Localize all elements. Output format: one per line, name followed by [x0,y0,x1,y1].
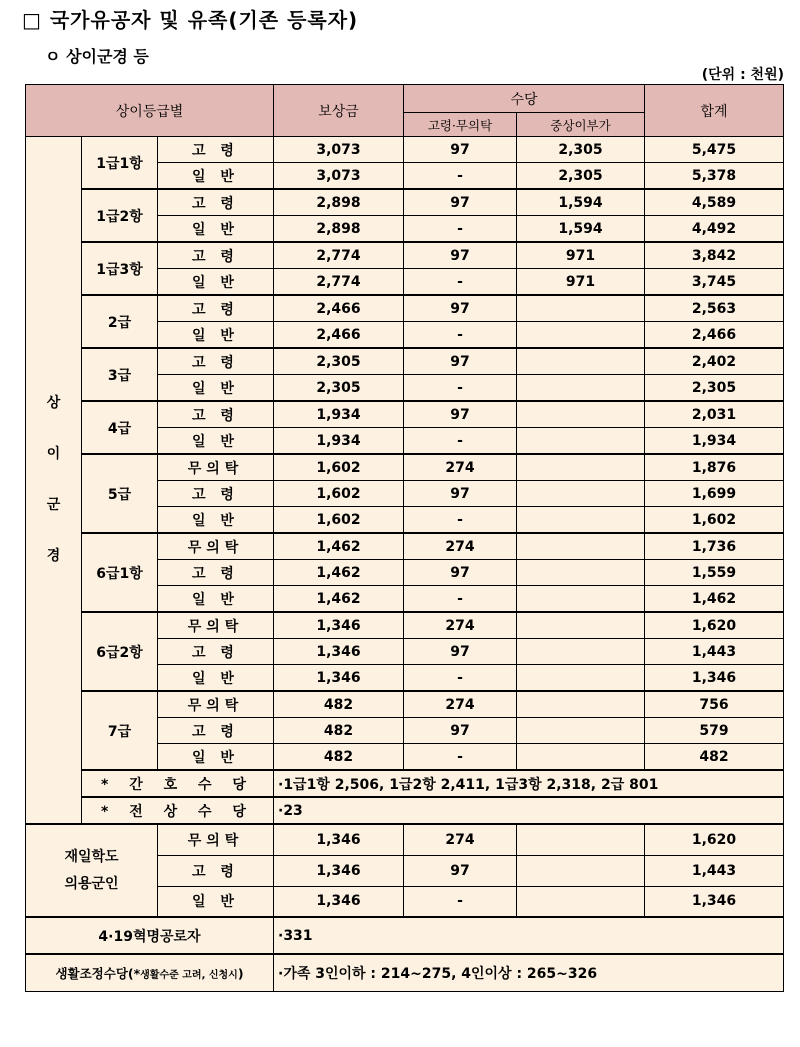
grade-label: 4급 [82,401,158,454]
living-label-main: 생활조정수당(* [55,965,141,981]
allowance-age-value: - [404,322,517,349]
row-type: 일 반 [158,665,274,692]
total-value: 3,745 [645,269,784,296]
allowance-severe-value [517,428,645,455]
row-type: 무의탁 [158,454,274,481]
allowance-severe-value [517,481,645,507]
allowance-age-value: 274 [404,691,517,718]
total-value: 5,475 [645,137,784,163]
nursing-allowance-value: ·1급1항 2,506, 1급2항 2,411, 1급3항 2,318, 2급 801 [274,770,784,797]
compensation-value: 482 [274,744,404,771]
compensation-value: 1,462 [274,533,404,560]
injury-allowance-label: * 전 상 수 당 [82,797,274,824]
grade-label: 5급 [82,454,158,533]
total-value: 1,346 [645,886,784,917]
row-type: 무의탁 [158,612,274,639]
row-type: 무의탁 [158,824,274,855]
compensation-value: 2,305 [274,375,404,402]
allowance-age-value: 274 [404,612,517,639]
table-row [26,954,784,991]
table-row [26,401,784,428]
nursing-allowance-label: * 간 호 수 당 [82,770,274,797]
compensation-table [25,84,784,992]
compensation-value: 1,346 [274,824,404,855]
allowance-severe-value [517,295,645,322]
grade-label: 1급1항 [82,137,158,190]
grade-label: 1급2항 [82,189,158,242]
table-row [26,533,784,560]
total-value: 579 [645,718,784,744]
total-value: 4,492 [645,216,784,243]
row-type: 일 반 [158,163,274,190]
row-type: 일 반 [158,507,274,534]
allowance-age-value: - [404,665,517,692]
allowance-age-value: 274 [404,533,517,560]
compensation-value: 2,305 [274,348,404,375]
compensation-value: 1,462 [274,586,404,613]
allowance-severe-value [517,824,645,855]
april19-label: 4·19혁명공로자 [26,917,274,954]
total-value: 2,466 [645,322,784,349]
total-value: 2,031 [645,401,784,428]
total-value: 1,876 [645,454,784,481]
allowance-severe-value [517,533,645,560]
total-value: 482 [645,744,784,771]
total-value: 1,346 [645,665,784,692]
table-row [26,917,784,954]
allowance-age-value: - [404,163,517,190]
grade-label: 2급 [82,295,158,348]
grade-label: 7급 [82,691,158,770]
compensation-value: 1,462 [274,560,404,586]
allowance-age-value: - [404,428,517,455]
allowance-age-value: 97 [404,189,517,216]
allowance-age-value: 97 [404,560,517,586]
allowance-severe-value [517,560,645,586]
group-label-char: 경 [46,547,61,564]
group-label-char: 이 [46,446,61,463]
injury-allowance-value: ·23 [274,797,784,824]
row-type: 일 반 [158,269,274,296]
compensation-value: 2,774 [274,269,404,296]
header-allowance-severe: 중상이부가 [517,113,645,137]
allowance-age-value: 97 [404,348,517,375]
allowance-age-value: - [404,507,517,534]
allowance-severe-value [517,855,645,886]
allowance-severe-value [517,718,645,744]
total-value: 2,305 [645,375,784,402]
table-row [26,137,784,163]
row-type: 일 반 [158,375,274,402]
header-grade: 상이등급별 [26,85,274,137]
compensation-value: 2,466 [274,322,404,349]
row-type: 고 령 [158,639,274,665]
table-row [26,348,784,375]
table-row [26,770,784,797]
student-volunteer-label [26,824,158,917]
header-total: 합계 [645,85,784,137]
allowance-age-value: 274 [404,454,517,481]
allowance-age-value: 97 [404,639,517,665]
allowance-severe-value: 1,594 [517,216,645,243]
row-type: 일 반 [158,322,274,349]
april19-value: ·331 [274,917,784,954]
table-row [26,454,784,481]
living-allowance-label [26,954,274,991]
compensation-value: 3,073 [274,163,404,190]
total-value: 4,589 [645,189,784,216]
grade-label: 3급 [82,348,158,401]
allowance-severe-value [517,348,645,375]
compensation-value: 1,602 [274,481,404,507]
table-row [26,242,784,269]
living-allowance-value: ·가족 3인이하 : 214~275, 4인이상 : 265~326 [274,954,784,991]
compensation-value: 1,934 [274,428,404,455]
compensation-value: 2,774 [274,242,404,269]
compensation-value: 1,346 [274,665,404,692]
allowance-age-value: - [404,375,517,402]
total-value: 2,402 [645,348,784,375]
grade-label: 6급2항 [82,612,158,691]
table-row [26,189,784,216]
allowance-severe-value [517,322,645,349]
table-row [26,691,784,718]
row-type: 일 반 [158,744,274,771]
compensation-value: 2,898 [274,216,404,243]
compensation-value: 1,602 [274,507,404,534]
group-label-char: 상 [46,395,61,412]
table-row [26,612,784,639]
row-type: 고 령 [158,560,274,586]
allowance-age-value: 97 [404,137,517,163]
living-label-end: ) [237,965,244,981]
allowance-severe-value [517,612,645,639]
allowance-age-value: 97 [404,855,517,886]
unit-label: (단위 : 천원) [701,67,784,83]
table-row [26,824,784,855]
total-value: 5,378 [645,163,784,190]
compensation-value: 1,346 [274,612,404,639]
row-type: 고 령 [158,855,274,886]
row-type: 고 령 [158,242,274,269]
allowance-age-value: 97 [404,718,517,744]
total-value: 1,620 [645,824,784,855]
section-subtitle: ㅇ 상이군경 등 [45,47,149,66]
student-label-line2: 의용군인 [64,875,119,892]
allowance-age-value: 97 [404,481,517,507]
allowance-severe-value [517,375,645,402]
allowance-severe-value: 971 [517,242,645,269]
row-type: 고 령 [158,137,274,163]
compensation-value: 482 [274,691,404,718]
compensation-value: 1,346 [274,886,404,917]
allowance-severe-value [517,401,645,428]
total-value: 1,736 [645,533,784,560]
allowance-severe-value [517,639,645,665]
row-type: 고 령 [158,481,274,507]
allowance-age-value: - [404,216,517,243]
allowance-age-value: 97 [404,242,517,269]
grade-label: 6급1항 [82,533,158,612]
allowance-severe-value [517,691,645,718]
page-title: □ 국가유공자 및 유족(기존 등록자) [22,8,359,32]
allowance-severe-value [517,454,645,481]
compensation-value: 1,602 [274,454,404,481]
compensation-value: 1,346 [274,855,404,886]
allowance-severe-value [517,665,645,692]
compensation-value: 3,073 [274,137,404,163]
table-row [26,797,784,824]
allowance-severe-value: 2,305 [517,137,645,163]
student-label-line1: 재일학도 [64,848,119,865]
row-type: 고 령 [158,295,274,322]
allowance-age-value: 97 [404,401,517,428]
total-value: 2,563 [645,295,784,322]
allowance-severe-value [517,886,645,917]
group-label-char: 군 [46,497,61,513]
total-value: 1,559 [645,560,784,586]
total-value: 756 [645,691,784,718]
total-value: 1,602 [645,507,784,534]
allowance-age-value: 97 [404,295,517,322]
allowance-severe-value [517,586,645,613]
compensation-value: 2,898 [274,189,404,216]
header-allowance: 수당 [404,85,645,113]
allowance-age-value: - [404,744,517,771]
allowance-age-value: - [404,586,517,613]
row-type: 일 반 [158,428,274,455]
total-value: 1,443 [645,639,784,665]
compensation-value: 482 [274,718,404,744]
compensation-value: 2,466 [274,295,404,322]
living-label-note: 생활수준 고려, 신청시 [140,969,238,981]
row-type: 일 반 [158,216,274,243]
header-allowance-age: 고령·무의탁 [404,113,517,137]
row-type: 고 령 [158,401,274,428]
allowance-age-value: - [404,886,517,917]
table-row [26,295,784,322]
allowance-severe-value: 1,594 [517,189,645,216]
row-type: 고 령 [158,189,274,216]
total-value: 1,934 [645,428,784,455]
row-type: 무의탁 [158,533,274,560]
allowance-severe-value [517,507,645,534]
row-type: 일 반 [158,886,274,917]
allowance-age-value: 274 [404,824,517,855]
grade-label: 1급3항 [82,242,158,295]
compensation-value: 1,346 [274,639,404,665]
total-value: 3,842 [645,242,784,269]
allowance-severe-value [517,744,645,771]
row-type: 일 반 [158,586,274,613]
header-compensation: 보상금 [274,85,404,137]
row-type: 고 령 [158,348,274,375]
row-type: 무의탁 [158,691,274,718]
total-value: 1,699 [645,481,784,507]
total-value: 1,462 [645,586,784,613]
total-value: 1,443 [645,855,784,886]
group-label [26,137,82,825]
compensation-value: 1,934 [274,401,404,428]
allowance-severe-value: 2,305 [517,163,645,190]
allowance-severe-value: 971 [517,269,645,296]
row-type: 고 령 [158,718,274,744]
allowance-age-value: - [404,269,517,296]
total-value: 1,620 [645,612,784,639]
